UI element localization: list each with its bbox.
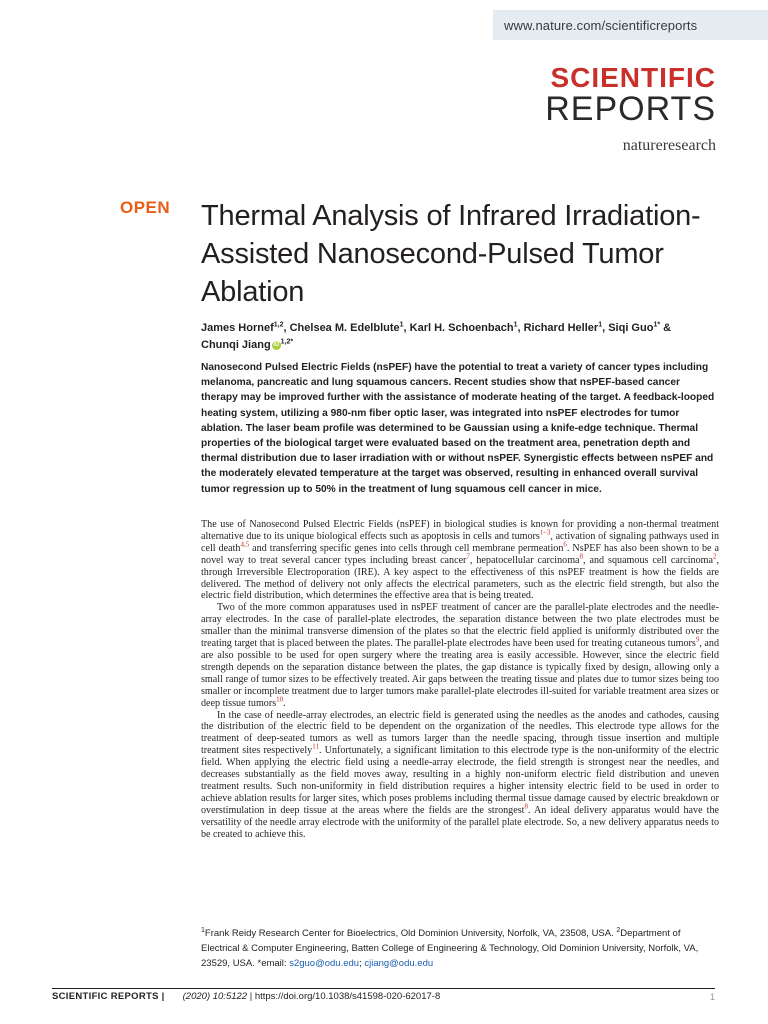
- affiliations: [201, 926, 721, 971]
- citation-link[interactable]: 11: [312, 742, 319, 751]
- journal-url[interactable]: www.nature.com/scientificreports: [493, 10, 768, 40]
- body-text: Two of the more common apparatuses used in nsPEF treatment of cancer are the parallel-plate electrodes and the needle-array electrodes. In the case of parallel-plate electrodes, the separation distance between the two plate electrodes must be smaller than the minimal transverse dimension of the plates so that the electric field applied is uniformly distributed over the treating target that is placed between the plates. The parallel-plate electrodes have been used for treating cutaneous tumors: [201, 602, 719, 650]
- footer-citation: [183, 991, 441, 1002]
- citation-link[interactable]: 4,5: [240, 540, 250, 549]
- body-text: , hepatocellular carcinoma: [469, 554, 580, 566]
- affil-text: Frank Reidy Research Center for Bioelectrics, Old Dominion University, Norfolk, VA, 23508, USA.: [204, 928, 617, 939]
- body-paragraph: [201, 519, 719, 602]
- author-text: , Karl H. Schoenbach: [403, 322, 514, 334]
- citation-link[interactable]: 2: [712, 552, 717, 561]
- open-access-label: OPEN: [120, 198, 171, 217]
- body-text: , and are also possible to be used for open surgery where the treating area is easily accessible. However, since the electric field strength depends on the separation distance between the plates, the gap distance is typically fixed by design, allowing only a small range of tumor sizes to be effectively treated. Air gaps between the treating tissue and plates due to tumor sizes being too smaller or incomplete treatment due to larger tumors make parallel-plate electrodes ill-suited for variable treatment area sizes or deep tissue tumors: [201, 638, 719, 709]
- author-text: &: [660, 322, 672, 334]
- article-body: [201, 519, 719, 840]
- author-affil-sup: 1,2: [273, 321, 284, 329]
- body-text: and transferring specific genes into cells through cell membrane permeation: [249, 542, 564, 554]
- author-affil-sup: 1: [598, 321, 603, 329]
- footer-divider: [52, 988, 715, 989]
- body-text: In the case of needle-array electrodes, an electric field is generated using the needles as the anodes and cathodes, causing the distribution of the electric field to be dependent on the organization of the needles. This electrode type allows for the treatment of deep-seated tumors as well as tumors larger than the needle spacing, through tissue insertion and multiple treatment sites respectively: [201, 709, 719, 757]
- affil-text: Department of Electrical & Computer Engineering, Batten College of Engineering & Technology, Old Dominion University, Norfolk, VA, 23529, USA. *email:: [201, 928, 699, 969]
- article-title: Thermal Analysis of Infrared Irradiation-Assisted Nanosecond-Pulsed Tumor Ablation: [201, 200, 701, 308]
- page-number: 1: [709, 991, 715, 1002]
- author-affil-sup: 1: [513, 321, 518, 329]
- logo-reports: REPORTS: [545, 90, 716, 128]
- orcid-icon[interactable]: iD: [273, 341, 280, 348]
- citation-link[interactable]: 1–3: [539, 528, 551, 537]
- body-text: , through Irreversible Electroporation (IRE). A key aspect to the effectiveness of this nsPEF treatment is how the fields are delivered. The method of delivery not only affects the electrical parameters, such as the electric field strength, but also the electric field distribution, which determines the effective area that is being treated.: [201, 554, 719, 602]
- affil-sup: 1: [201, 926, 205, 934]
- publisher-logo: natureresearch: [622, 137, 716, 154]
- author-text: , Siqi Guo: [602, 322, 654, 334]
- email-link[interactable]: cjiang@odu.edu: [364, 958, 434, 969]
- body-paragraph: [201, 710, 719, 841]
- body-text: , and squamous cell carcinoma: [583, 554, 713, 566]
- affil-sup: 2: [616, 926, 621, 934]
- footer-volume: (2020) 10:5122: [182, 991, 248, 1002]
- author-text: James Hornef: [201, 322, 274, 334]
- abstract: Nanosecond Pulsed Electric Fields (nsPEF) have the potential to treat a variety of cancer types including melanoma, pancreatic and lung squamous cancers. Recent studies show that nsPEF-based cancer therapy may be improved further with the assistance of moderate heating of the target. A feedback-looped heating system, utilizing a 980-nm fiber optic laser, was integrated into nsPEF electrodes for tumor ablation. The laser beam profile was determined to be Gaussian using a knife-edge technique. Thermal properties of the biological target were evaluated based on the treatment area, penetration depth and thermal distribution due to laser irradiation with or without nsPEF. Synergistic effects between nsPEF and the moderately elevated temperature at the target was observed, resulting in enhanced overall survival tumor regression up to 50% in the treatment of lung squamous cell cancer in mice.: [201, 362, 715, 495]
- footer-journal: SCIENTIFIC REPORTS |: [52, 991, 165, 1002]
- author-text: , Richard Heller: [517, 322, 599, 334]
- citation-link[interactable]: 9: [695, 635, 700, 644]
- affil-text: ;: [359, 958, 365, 969]
- email-link[interactable]: s2guo@odu.edu: [289, 958, 360, 969]
- citation-link[interactable]: 7: [466, 552, 470, 561]
- citation-link[interactable]: 6: [563, 540, 567, 549]
- logo-scientific: SCIENTIFIC: [550, 62, 716, 93]
- scientific-reports-logo: [545, 64, 716, 126]
- body-text: . NsPEF has also been shown to be a novel way to treat several cancer types including breast cancer: [201, 542, 720, 566]
- citation-link[interactable]: 10: [276, 695, 284, 704]
- footer-doi[interactable]: | https://doi.org/10.1038/s41598-020-62017-8: [247, 991, 441, 1002]
- author-list: [201, 320, 721, 354]
- author-text: Chunqi Jiang: [201, 339, 271, 351]
- body-text: , activation of signaling pathways used in cell death: [201, 530, 720, 554]
- body-text: . An ideal delivery apparatus would have the versatility of the needle array electrode with the uniformity of the parallel plate electrode. So, a new delivery apparatus needs to be created to achieve this.: [201, 804, 719, 840]
- body-text: The use of Nanosecond Pulsed Electric Fields (nsPEF) in biological studies is known for providing a non-thermal treatment alternative due to its unique biological effects such as apoptosis in cells and tumors: [201, 519, 719, 542]
- citation-link[interactable]: 8: [579, 552, 584, 561]
- body-text: . Unfortunately, a significant limitation to this electrode type is the non-uniformity of the electric field. When applying the electric field using a needle-array electrode, the field strength is strongest near the needles, and decreases substantially as the field moves away, resulting in a highly non-uniform electric field distribution and uneven treatment results. Such non-uniformity in field distribution requires a higher intensity electric field to be used in order to achieve ablation results for larger sites, which poses problems including thermal tissue damage caused by electric breakdown or overstimulation in deep tissue at the areas where the fields are the strongest: [201, 745, 719, 816]
- author-affil-sup: 1,2*: [280, 338, 294, 346]
- author-affil-sup: 1*: [653, 321, 661, 329]
- citation-link[interactable]: 8: [524, 802, 528, 811]
- author-affil-sup: 1: [399, 321, 404, 329]
- author-text: , Chelsea M. Edelblute: [283, 322, 400, 334]
- body-text: .: [283, 697, 286, 709]
- body-paragraph: [201, 602, 719, 709]
- page-footer: [52, 991, 715, 1002]
